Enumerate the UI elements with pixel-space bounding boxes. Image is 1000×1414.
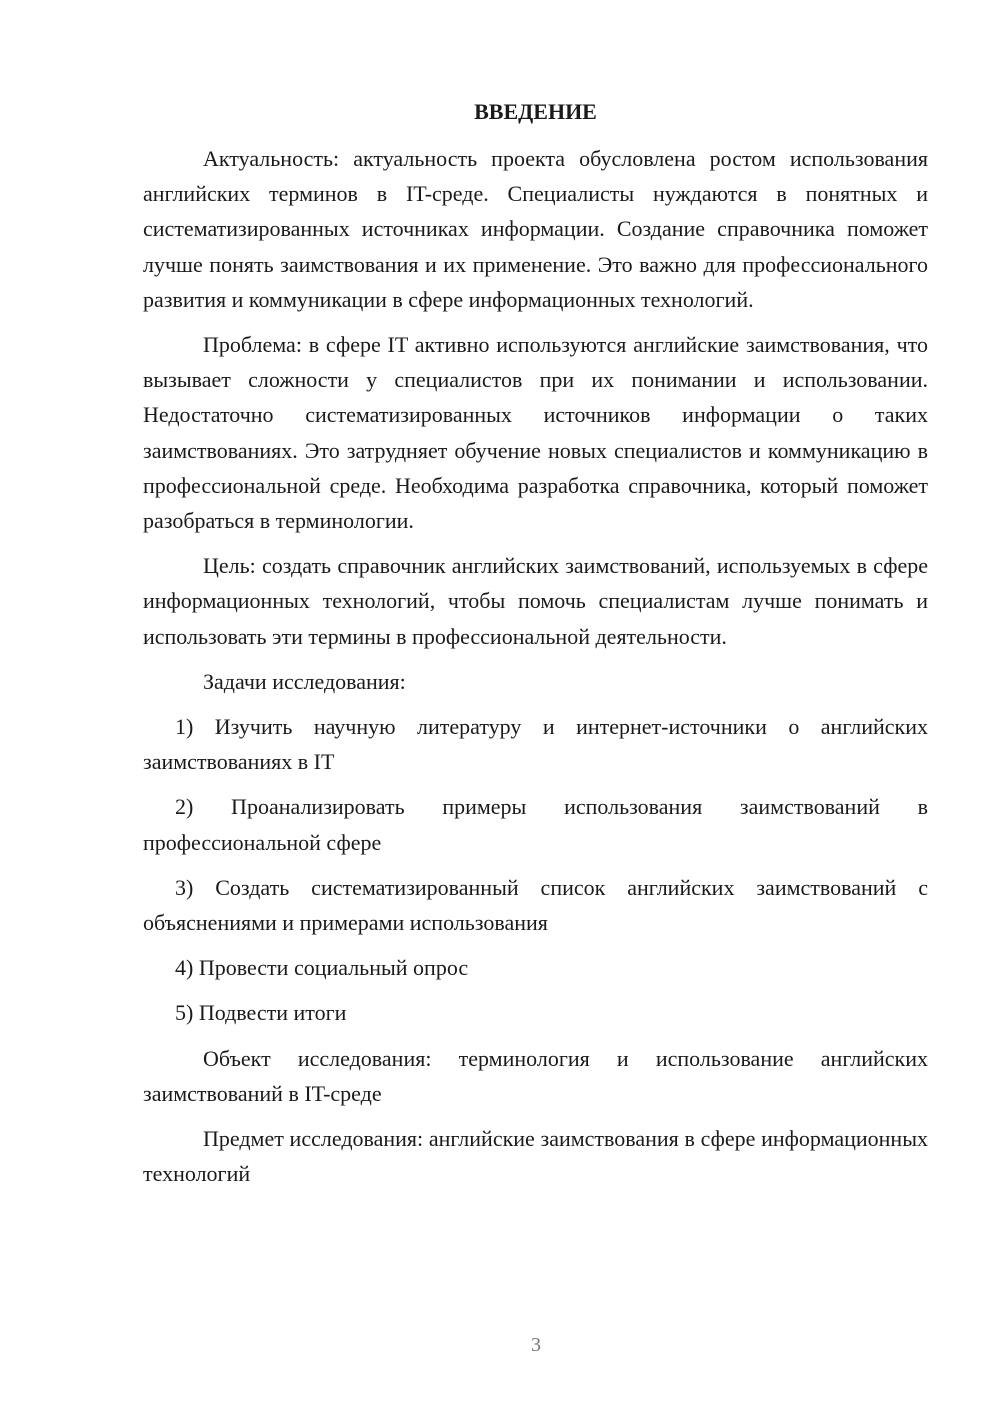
subject-paragraph: Предмет исследования: английские заимствования в сфере информационных технологий — [143, 1126, 928, 1187]
tasks-title: Задачи исследования: — [203, 668, 406, 694]
task-item-2: 2) Проанализировать примеры использования заимствований в профессиональной сфере — [143, 794, 928, 855]
task-item-5: 5) Подвести итоги — [175, 1000, 347, 1026]
problem-paragraph: Проблема: в сфере IT активно используются английские заимствования, что вызывает сложности у специалистов при их понимании и использовании. Недостаточно систематизированных источников информации о таких заимствованиях. Это затрудняет обучение новых специалистов и коммуникацию в профессиональной среде. Необходима разработка справочника, который поможет разобраться в терминологии. — [143, 332, 928, 534]
task-item-4: 4) Провести социальный опрос — [175, 955, 469, 981]
section-heading: ВВЕДЕНИЕ — [474, 99, 597, 124]
object-paragraph: Объект исследования: терминология и использование английских заимствований в IT-среде — [143, 1045, 928, 1106]
document-page — [143, 94, 928, 1201]
goal-paragraph: Цель: создать справочник английских заимствований, используемых в сфере информационных технологий, чтобы помочь специалистам лучше понимать и использовать эти термины в профессиональной деятельности. — [143, 553, 928, 649]
task-item-1: 1) Изучить научную литературу и интернет-источники о английских заимствованиях в IT — [143, 714, 928, 775]
relevance-paragraph: Актуальность: актуальность проекта обусловлена ростом использования английских терминов в IT-среде. Специалисты нуждаются в понятных и систематизированных источниках информации. Создание справочника поможет лучше понять заимствования и их применение. Это важно для профессионального развития и коммуникации в сфере информационных технологий. — [143, 146, 928, 312]
page-number: 3 — [531, 1334, 541, 1356]
task-item-3: 3) Создать систематизированный список английских заимствований с объяснениями и примерами использования — [143, 874, 928, 936]
